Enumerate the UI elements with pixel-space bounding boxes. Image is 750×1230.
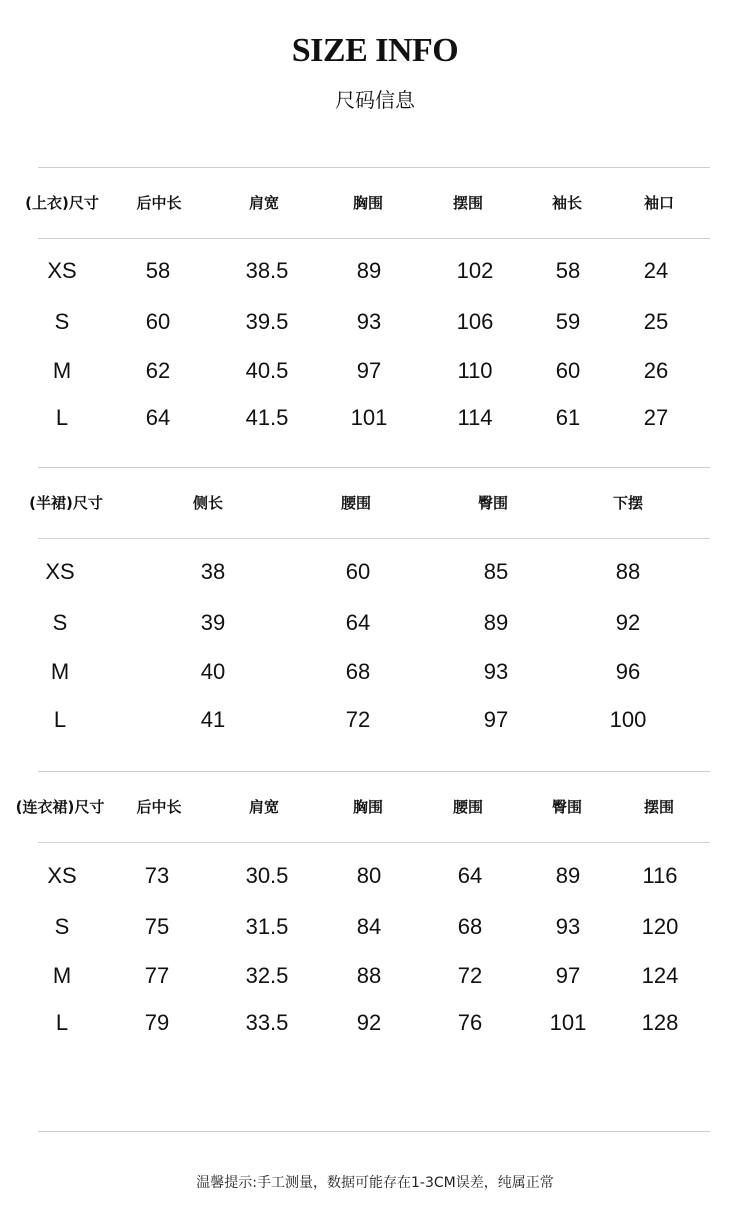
footer-divider: [38, 1131, 710, 1132]
dress-column-header: 肩宽: [248, 798, 280, 816]
skirt-size-label: M: [50, 659, 70, 684]
top-size-label: S: [54, 309, 70, 334]
top-table-cell: 110: [457, 358, 493, 383]
skirt-table-cell: 93: [483, 659, 509, 684]
dress-column-header: 腰围: [452, 798, 484, 816]
skirt-size-label: S: [52, 610, 68, 635]
top-size-label: XS: [47, 258, 77, 283]
dress-table-top-divider: [38, 771, 710, 772]
top-column-header: 肩宽: [248, 194, 280, 212]
top-table-cell: 39.5: [245, 309, 289, 334]
skirt-table-cell: 39: [200, 610, 226, 635]
dress-column-header: 胸围: [352, 798, 384, 816]
skirt-size-label: XS: [45, 559, 75, 584]
dress-table-cell: 32.5: [245, 963, 289, 988]
top-table-cell: 60: [555, 358, 581, 383]
dress-size-label: M: [52, 963, 72, 988]
skirt-column-header: 侧长: [192, 494, 224, 512]
dress-size-label: XS: [47, 863, 77, 888]
dress-table-cell: 84: [356, 914, 382, 939]
skirt-table-header-divider: [38, 538, 710, 539]
dress-table-cell: 128: [641, 1010, 679, 1035]
skirt-table-cell: 41: [200, 707, 226, 732]
dress-table-cell: 33.5: [245, 1010, 289, 1035]
top-table-top-divider: [38, 167, 710, 168]
top-column-header: 摆围: [452, 194, 484, 212]
dress-column-header: 后中长: [136, 798, 182, 816]
top-column-header: (上衣)尺寸: [25, 194, 99, 212]
skirt-table-cell: 72: [345, 707, 371, 732]
dress-table-cell: 124: [641, 963, 679, 988]
dress-column-header: (连衣裙)尺寸: [15, 798, 105, 816]
top-table-cell: 60: [145, 309, 171, 334]
skirt-table-cell: 92: [615, 610, 641, 635]
skirt-table-cell: 85: [483, 559, 509, 584]
dress-table-cell: 116: [642, 863, 678, 888]
skirt-table-cell: 97: [483, 707, 509, 732]
page-title: SIZE INFO: [291, 32, 459, 69]
top-table-cell: 38.5: [245, 258, 289, 283]
page-subtitle: 尺码信息: [335, 88, 415, 112]
top-column-header: 胸围: [352, 194, 384, 212]
dress-table-cell: 89: [555, 863, 581, 888]
skirt-column-header: 腰围: [340, 494, 372, 512]
dress-table-cell: 72: [457, 963, 483, 988]
dress-table-cell: 88: [356, 963, 382, 988]
dress-table-cell: 120: [641, 914, 679, 939]
top-table-cell: 61: [555, 405, 581, 430]
dress-table-cell: 77: [144, 963, 170, 988]
top-column-header: 袖口: [643, 194, 675, 212]
top-table-cell: 25: [643, 309, 669, 334]
top-table-cell: 59: [555, 309, 581, 334]
top-table-cell: 24: [643, 258, 669, 283]
dress-table-header-divider: [38, 842, 710, 843]
dress-table-cell: 80: [356, 863, 382, 888]
top-table-cell: 97: [356, 358, 382, 383]
skirt-table-cell: 68: [345, 659, 371, 684]
skirt-table-top-divider: [38, 467, 710, 468]
dress-table-cell: 30.5: [245, 863, 289, 888]
top-table-cell: 41.5: [245, 405, 289, 430]
dress-size-label: L: [55, 1010, 69, 1035]
top-table-cell: 27: [643, 405, 669, 430]
top-table-cell: 26: [643, 358, 669, 383]
top-table-cell: 58: [555, 258, 581, 283]
skirt-table-cell: 89: [483, 610, 509, 635]
dress-size-label: S: [54, 914, 70, 939]
top-table-cell: 106: [456, 309, 494, 334]
skirt-column-header: 下摆: [612, 494, 644, 512]
dress-column-header: 摆围: [643, 798, 675, 816]
dress-table-cell: 64: [457, 863, 483, 888]
dress-table-cell: 73: [144, 863, 170, 888]
dress-table-cell: 31.5: [245, 914, 289, 939]
skirt-table-cell: 88: [615, 559, 641, 584]
top-table-cell: 102: [456, 258, 494, 283]
skirt-table-cell: 60: [345, 559, 371, 584]
top-table-cell: 93: [356, 309, 382, 334]
dress-table-cell: 75: [144, 914, 170, 939]
skirt-table-cell: 96: [615, 659, 641, 684]
top-size-label: M: [52, 358, 72, 383]
dress-table-cell: 76: [457, 1010, 483, 1035]
dress-column-header: 臀围: [551, 798, 583, 816]
skirt-table-cell: 40: [200, 659, 226, 684]
skirt-table-cell: 100: [609, 707, 647, 732]
dress-table-cell: 79: [144, 1010, 170, 1035]
top-table-cell: 40.5: [245, 358, 289, 383]
top-table-header-divider: [38, 238, 710, 239]
top-column-header: 后中长: [136, 194, 182, 212]
skirt-column-header: 臀围: [477, 494, 509, 512]
top-table-cell: 114: [457, 405, 493, 430]
dress-table-cell: 93: [555, 914, 581, 939]
top-table-cell: 89: [356, 258, 382, 283]
top-table-cell: 64: [145, 405, 171, 430]
skirt-table-cell: 64: [345, 610, 371, 635]
top-table-cell: 101: [350, 405, 388, 430]
measurement-note: 温馨提示:手工测量，数据可能存在1-3CM误差，纯属正常: [196, 1175, 554, 1191]
dress-table-cell: 68: [457, 914, 483, 939]
top-table-cell: 58: [145, 258, 171, 283]
dress-table-cell: 101: [549, 1010, 587, 1035]
skirt-column-header: (半裙)尺寸: [29, 494, 103, 512]
skirt-size-label: L: [53, 707, 67, 732]
top-column-header: 袖长: [551, 194, 583, 212]
top-table-cell: 62: [145, 358, 171, 383]
skirt-table-cell: 38: [200, 559, 226, 584]
top-size-label: L: [55, 405, 69, 430]
dress-table-cell: 97: [555, 963, 581, 988]
dress-table-cell: 92: [356, 1010, 382, 1035]
